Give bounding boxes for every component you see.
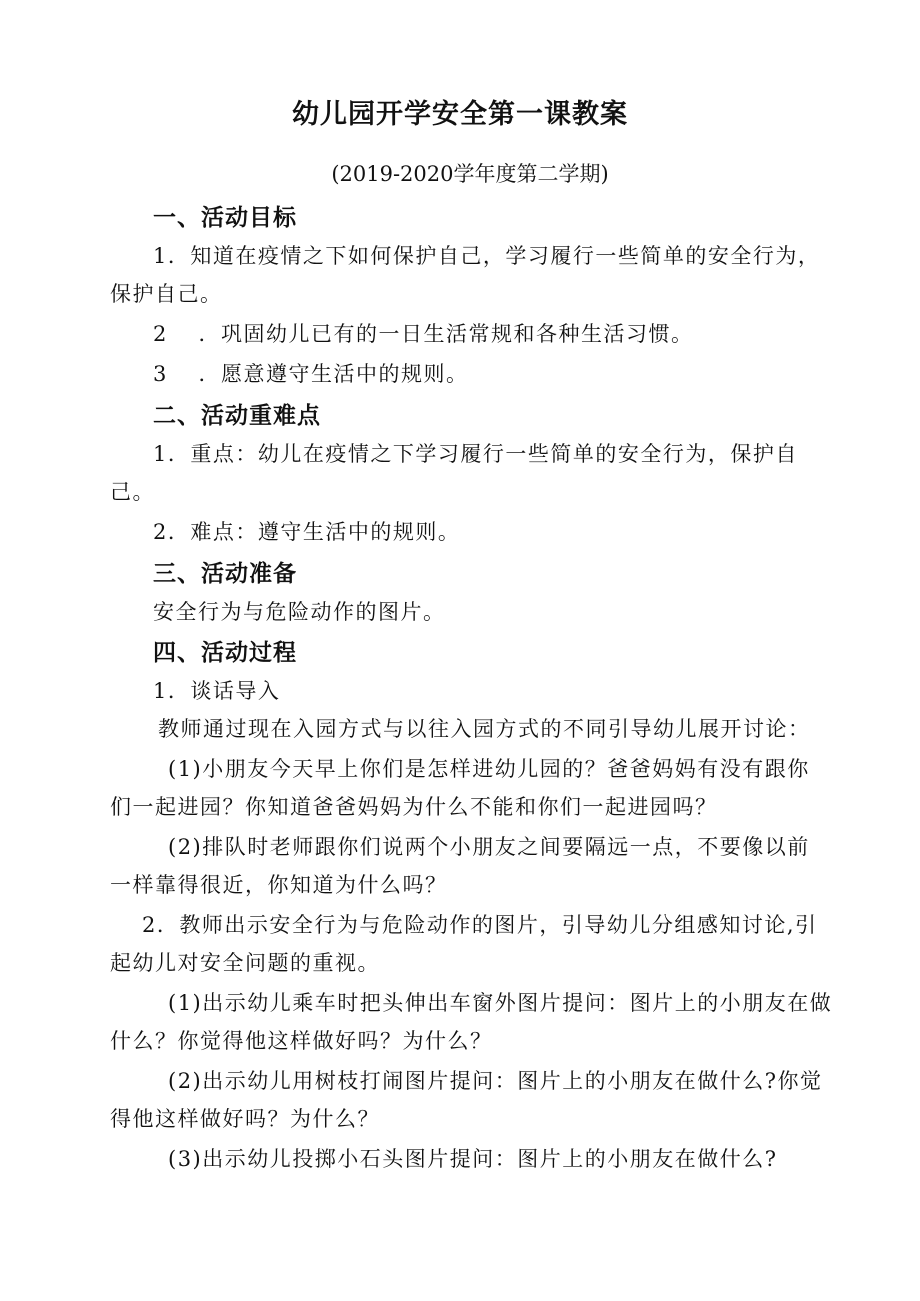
paragraph-line: (1)出示幼儿乘车时把头伸出车窗外图片提问：图片上的小朋友在做	[168, 991, 833, 1015]
paragraph-line: (3)出示幼儿投掷小石头图片提问：图片上的小朋友在做什么?	[168, 1147, 778, 1171]
paragraph-line: 起幼儿对安全问题的重视。	[110, 951, 380, 975]
paragraph-line: 什么？你觉得他这样做好吗？为什么？	[110, 1029, 493, 1053]
paragraph-line: 2．教师出示安全行为与危险动作的图片，引导幼儿分组感知讨论,引	[142, 913, 818, 937]
paragraph-line: 1．谈话导入	[153, 679, 281, 703]
paragraph-line: 3 ．愿意遵守生活中的规则。	[153, 362, 469, 386]
section-heading-goals: 一、活动目标	[153, 205, 297, 231]
paragraph-line: 保护自己。	[110, 282, 223, 306]
paragraph-line: 们一起进园？你知道爸爸妈妈为什么不能和你们一起进园吗？	[110, 795, 718, 819]
paragraph-line: 安全行为与危险动作的图片。	[153, 600, 446, 624]
paragraph-line: 一样靠得很近，你知道为什么吗？	[110, 873, 448, 897]
paragraph-line: (1)小朋友今天早上你们是怎样进幼儿园的？爸爸妈妈有没有跟你	[168, 757, 810, 781]
paragraph-line: (2)出示幼儿用树枝打闹图片提问：图片上的小朋友在做什么?你觉	[168, 1069, 823, 1093]
paragraph-line: 得他这样做好吗？为什么？	[110, 1107, 380, 1131]
paragraph-line: 己。	[110, 480, 155, 504]
section-heading-preparation: 三、活动准备	[153, 561, 297, 587]
section-heading-process: 四、活动过程	[153, 640, 297, 666]
section-heading-key-points: 二、活动重难点	[153, 403, 321, 429]
paragraph-line: 教师通过现在入园方式与以往入园方式的不同引导幼儿展开讨论：	[158, 717, 811, 741]
paragraph-line: 2．难点：遵守生活中的规则。	[153, 520, 461, 544]
paragraph-line: 2 ．巩固幼儿已有的一日生活常规和各种生活习惯。	[153, 322, 694, 346]
page-title: 幼儿园开学安全第一课教案	[292, 99, 628, 130]
paragraph-line: 1．重点：幼儿在疫情之下学习履行一些简单的安全行为，保护自	[153, 442, 798, 466]
paragraph-line: 1．知道在疫情之下如何保护自己，学习履行一些简单的安全行为，	[153, 244, 821, 268]
page-subtitle: (2019-2020学年度第二学期)	[331, 162, 609, 186]
paragraph-line: (2)排队时老师跟你们说两个小朋友之间要隔远一点，不要像以前	[168, 835, 810, 859]
